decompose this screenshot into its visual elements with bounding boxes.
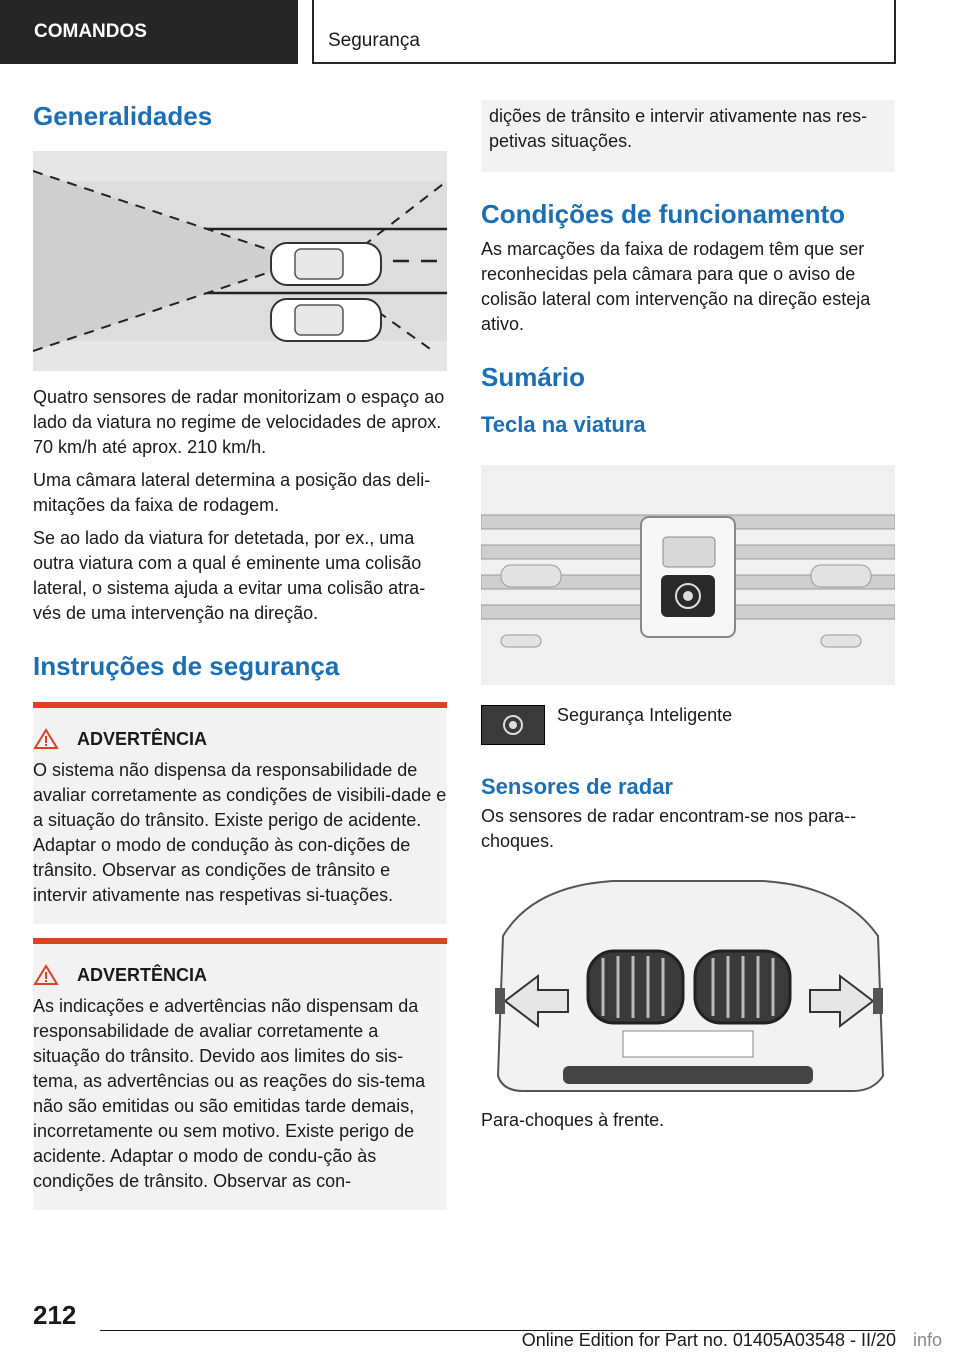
subsection-title-sensores: Sensores de radar [481,773,673,799]
header-chapter-tab [312,0,896,64]
button-panel-figure [481,465,895,685]
paragraph-camara: Uma câmara lateral determina a posição das deli‐mitações da faixa de rodagem. [33,469,431,515]
warning-title-2: ADVERTÊNCIA [77,964,208,985]
section-title-sumario: Sumário [481,361,586,392]
car-top-icon [271,243,381,285]
paragraph-sensores: Quatro sensores de radar monitorizam o espaço ao lado da viatura no regime de velocidades de aprox. 70 km/h até aprox. 210 km/h. [33,386,445,457]
footer-edition: Online Edition for Part no. 01405A03548 - II/20 [521,1330,896,1350]
header-chapter-label: Segurança [328,30,420,51]
warning-text-2-continued: dições de trânsito e intervir ativamente nas res‐petivas situações. [489,106,868,151]
warning-text-1: O sistema não dispensa da responsabilidade de avaliar corretamente as condições de visibili‐dade e a situação do trânsito. Existe perigo de acidente. Adaptar o modo de condução às con‐dições de trânsito. Observar as condições de trânsito e intervir ativamente nas respetivas si‐tuações. [33,760,447,905]
right-column [481,100,895,1133]
warning-title-1: ADVERTÊNCIA [77,728,208,749]
left-column [33,100,447,1210]
section-title-condicoes: Condições de funcionamento [481,199,846,229]
footer-watermark: info [912,1330,942,1350]
warning-triangle-icon [33,964,59,986]
caption-para-choques: Para-choques à frente. [481,1110,665,1130]
paragraph-condicoes: As marcações da faixa de rodagem têm que ser reconhecidas pela câmara para que o aviso de colisão lateral com intervenção na direção esteja ativo. [481,238,871,334]
safety-button-icon [481,705,545,745]
button-legend-row [481,705,895,745]
header-section-label: COMANDOS [34,21,147,42]
warning-text-2: As indicações e advertências não dispensam da responsabilidade de avaliar corretamente a situação do trânsito. Devido aos limites do sis‐tema, as advertências ou as reações do sis‐tema não são emitidas ou são emitidas tarde demais, incorretamente ou sem motivo. Existe perigo de acidente. Adaptar o modo de condu‐ção às condições de trânsito. Observar as con‐ [33,996,426,1191]
bumper-figure [493,876,885,1096]
warning-box-1 [33,702,447,924]
warning-triangle-icon [33,728,59,750]
front-bumper-photo [493,876,885,1096]
car-bottom-icon [271,299,381,341]
warning-box-2 [33,938,447,1210]
section-title-generalidades: Generalidades [33,101,213,131]
paragraph-sensores-radar: Os sensores de radar encontram-se nos para‐-choques. [481,806,857,851]
header-section-tab [0,0,298,64]
paragraph-colisao: Se ao lado da viatura for detetada, por ex., uma outra viatura com a qual é eminente uma colisão lateral, o sistema ajuda a evitar uma colisão atra‐vés de uma intervenção na direção. [33,527,426,623]
subsection-title-tecla: Tecla na viatura [481,412,646,437]
lane-diagram [33,151,447,371]
button-panel-photo [481,465,895,685]
lane-diagram-figure [33,151,447,371]
section-title-seguranca: Instruções de segurança [33,650,340,681]
button-label-seguranca-inteligente: Segurança Inteligente [557,704,733,725]
warning-continuation [481,100,895,172]
page-number: 212 [33,1300,77,1330]
